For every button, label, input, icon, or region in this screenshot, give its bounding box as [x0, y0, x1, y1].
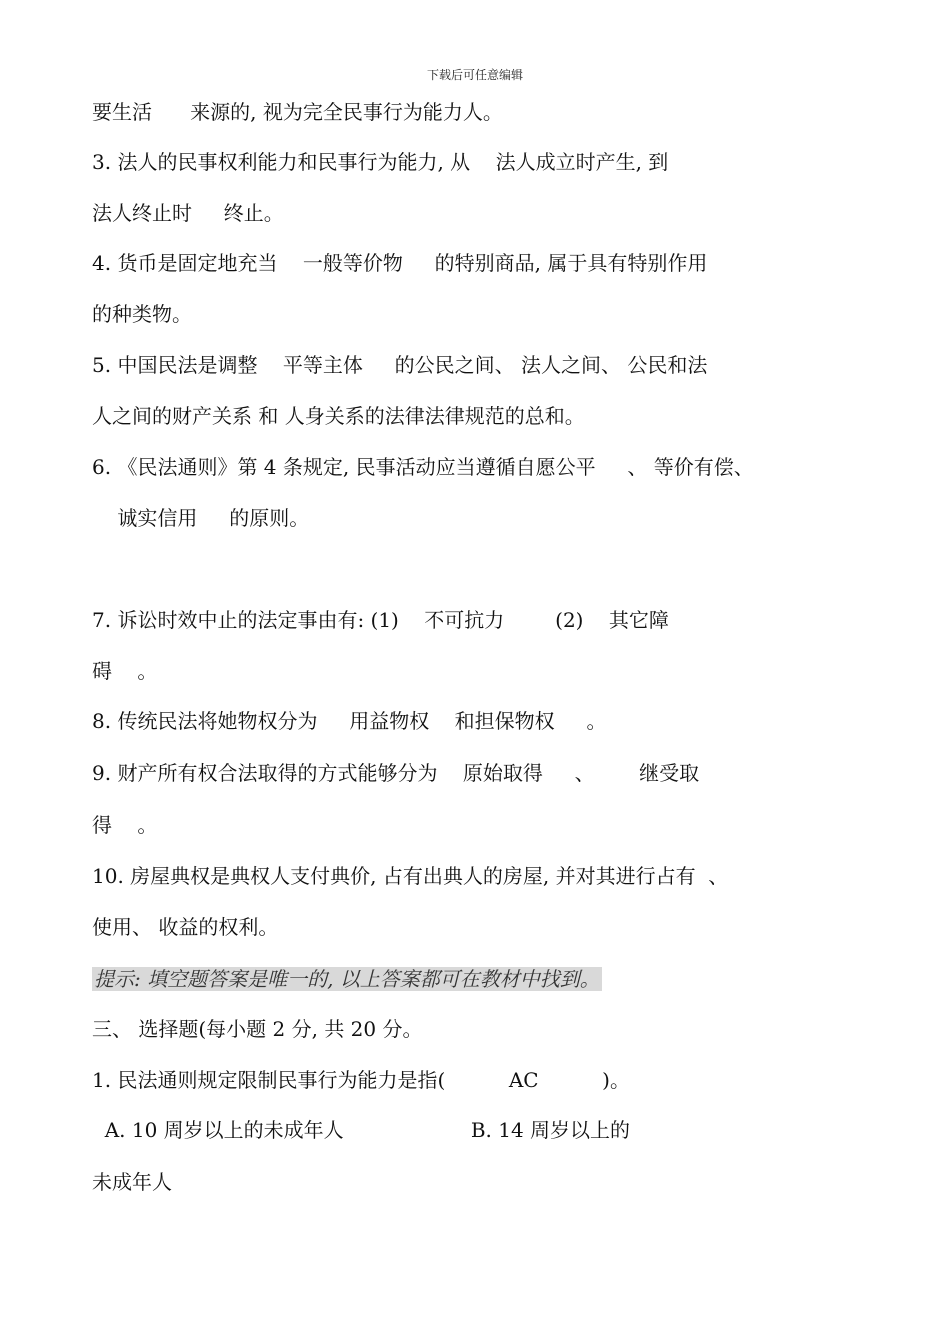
- option-line: A. 10 周岁以上的未成年人 B. 14 周岁以上的: [92, 1118, 631, 1142]
- page-header: 下载后可任意编辑: [426, 68, 523, 82]
- section-title: 三、 选择题(每小题 2 分, 共 20 分。: [92, 1017, 423, 1041]
- text-line: 的种类物。: [92, 302, 192, 326]
- text-line: 5. 中国民法是调整 平等主体 的公民之间、 法人之间、 公民和法: [92, 353, 708, 377]
- hint-text: 提示: 填空题答案是唯一的, 以上答案都可在教材中找到。: [94, 967, 600, 991]
- text-line: 人之间的财产关系 和 人身关系的法律法律规范的总和。: [92, 404, 585, 428]
- text-line: 10. 房屋典权是典权人支付典价, 占有出典人的房屋, 并对其进行占有 、: [92, 864, 729, 888]
- text-line: 使用、 收益的权利。: [92, 915, 279, 939]
- question-line: 1. 民法通则规定限制民事行为能力是指( AC )。: [92, 1068, 630, 1092]
- text-line: 得 。: [92, 813, 158, 837]
- text-line: 4. 货币是固定地充当 一般等价物 的特别商品, 属于具有特别作用: [92, 251, 708, 275]
- text-line: 碍 。: [92, 659, 158, 683]
- text-line: 6. 《民法通则》第 4 条规定, 民事活动应当遵循自愿公平 、 等价有偿、: [92, 455, 754, 479]
- text-line: 7. 诉讼时效中止的法定事由有: (1) 不可抗力 (2) 其它障: [92, 608, 669, 632]
- option-line: 未成年人: [92, 1170, 172, 1194]
- text-line: 9. 财产所有权合法取得的方式能够分为 原始取得 、 继受取: [92, 761, 700, 785]
- text-line: 诚实信用 的原则。: [92, 506, 310, 530]
- text-line: 3. 法人的民事权利能力和民事行为能力, 从 法人成立时产生, 到: [92, 150, 669, 174]
- text-line: 8. 传统民法将她物权分为 用益物权 和担保物权 。: [92, 709, 607, 733]
- text-line: 法人终止时 终止。: [92, 201, 284, 225]
- text-line: 要生活 来源的, 视为完全民事行为能力人。: [92, 100, 503, 124]
- hint-line: [92, 966, 602, 992]
